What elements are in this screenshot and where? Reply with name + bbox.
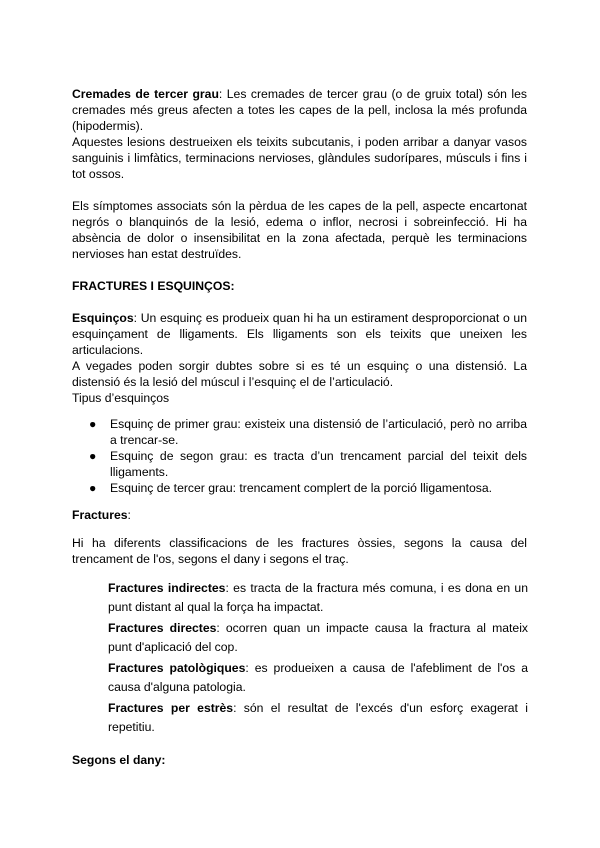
bullet-icon: ● [89,481,97,495]
fracture-type-item: Fractures directes: ocorren quan un impacte causa la fractura al mateix punt d'aplicació del cop. [108,621,528,654]
third-degree-burns-section [72,86,527,182]
burns-paragraph-1 [72,86,527,134]
section-heading: FRACTURES I ESQUINÇOS: [72,279,235,293]
list-item: ● Esquinç de primer grau: existeix una distensió de l’articulació, però no arriba a trencar-se. [89,417,527,447]
fracture-type-item: Fractures patològiques: es produeixen a causa de l'afebliment de l'os a causa d'alguna patologia. [108,661,529,694]
by-damage-heading: Segons el dany: [72,753,166,767]
fracture-type-item: Fractures indirectes: es tracta de la fractura més comuna, i es dona en un punt distant al qual la força ha impactat. [108,581,528,614]
sprains-title: Esquinços [72,311,134,325]
fracture-types [108,579,528,737]
burns-paragraph-3: Els símptomes associats són la pèrdua de les capes de la pell, aspecte encartonat negrós o blanquinós de la lesió, edema o inflor, necrosi i sobreinfecció. Hi ha absència de dolor o insensibilitat en la zona afectada, perquè les terminacions nervioses han estat destruïdes. [72,199,527,261]
burns-title: Cremades de tercer grau [72,87,219,101]
sprains-paragraph-1 [72,310,527,358]
bullet-icon: ● [89,417,97,431]
fractures-intro: Hi ha diferents classificacions de les fractures òssies, segons la causa del trencament de l'os, segons el dany i segons el traç. [72,536,527,566]
burns-symptoms [72,198,527,262]
sprains-section [72,310,527,406]
sprains-paragraph-2: A vegades poden sorgir dubtes sobre si es té un esquinç o una distensió. La distensió és la lesió del múscul i l’esquinç el de l’articulació. [72,359,527,389]
sprains-intro: : Un esquinç es produeix quan hi ha un estirament desproporcionat o un esquinçament de lligaments. Els lligaments son els teixits que uneixen les articulacions. [72,311,527,357]
burns-paragraph-2: Aquestes lesions destrueixen els teixits subcutanis, i poden arribar a danyar vasos sanguinis i limfàtics, terminacions nervioses, glàndules sudorípares, músculs i fins i tot ossos. [72,135,527,181]
list-item: ● Esquinç de tercer grau: trencament complert de la porció lligamentosa. [89,481,493,495]
sprains-types-label: Tipus d’esquinços [72,391,170,405]
burns-intro: : Les cremades de tercer grau (o de gruix total) són les cremades més greus afecten a totes les capes de la pell, inclosa la més profunda (hipodermis). [72,87,528,133]
sprain-types-list [72,416,527,496]
fracture-type-item: Fractures per estrès: són el resultat de l'excés d'un esforç exagerat i repetitiu. [108,701,528,734]
fractures-heading: Fractures: [72,508,131,522]
bullet-icon: ● [89,449,97,463]
list-item: ● Esquinç de segon grau: es tracta d’un trencament parcial del teixit dels lligaments. [89,449,527,479]
fractures-title: Fractures [72,508,128,522]
